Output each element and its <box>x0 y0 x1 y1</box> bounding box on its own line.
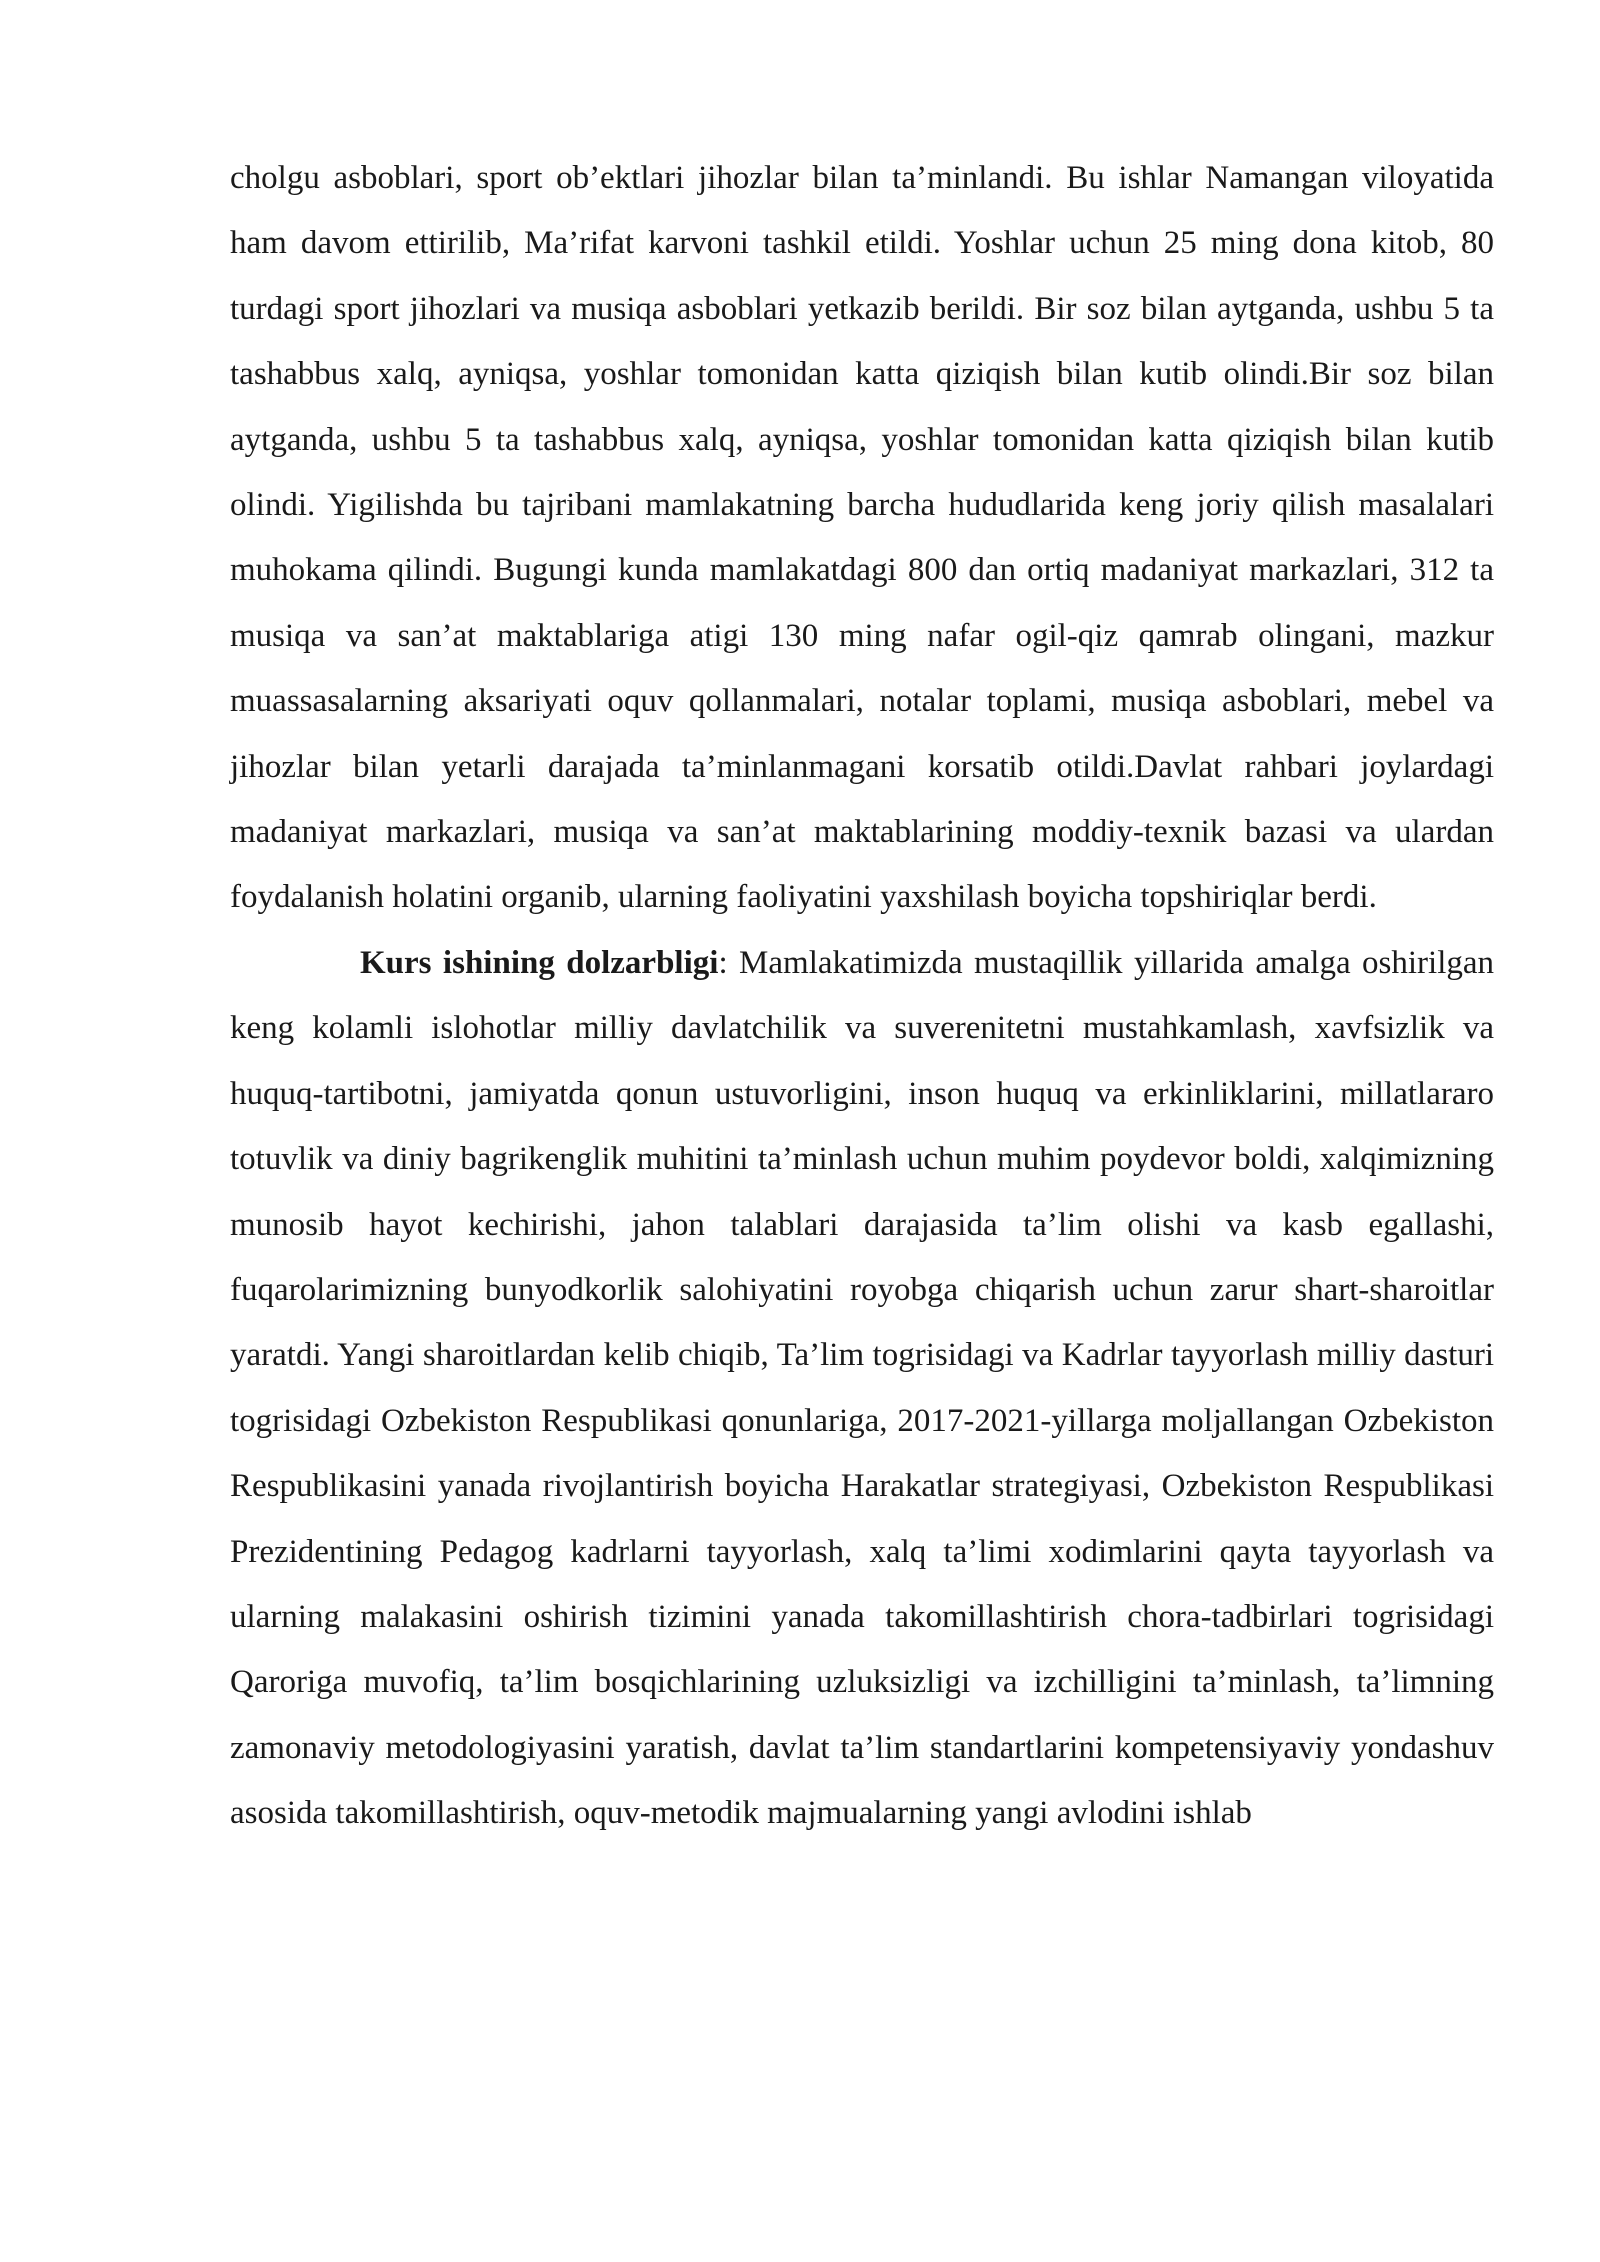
section-heading: Kurs ishining dolzarbligi <box>360 944 719 981</box>
paragraph-1 <box>230 146 1494 931</box>
paragraph-2 <box>230 931 1494 1847</box>
paragraph-2-text: Mamlakatimizda mustaqillik yillarida amalga oshirilgan keng kolamli islohotlar milliy davlatchilik va suverenitetni mustahkamlash, xavfsizlik va huquq-tartibotni, jamiyatda qonun ustuvorligini, inson huquq va erkinliklarini, millatlararo totuvlik va diniy bagrikenglik muhitini ta’minlash uchun muhim poydevor boldi, xalqimizning munosib hayot kechirishi, jahon talablari darajasida ta’lim olishi va kasb egallashi, fuqarolarimizning bunyodkorlik salohiyatini royobga chiqarish uchun zarur shart-sharoitlar yaratdi. Yangi sharoitlardan kelib chiqib, Ta’lim togrisidagi va Kadrlar tayyorlash milliy dasturi togrisidagi Ozbekiston Respublikasi qonunlariga, 2017-2021-yillarga moljallangan Ozbekiston Respublikasini yanada rivojlantirish boyicha Harakatlar strategiyasi, Ozbekiston Respublikasi Prezidentining Pedagog kadrlarni tayyorlash, xalq ta’limi xodimlarini qayta tayyorlash va ularning malakasini oshirish tizimini yanada takomillashtirish chora-tadbirlari togrisidagi Qaroriga muvofiq, ta’lim bosqichlarining uzluksizligi va izchilligini ta’minlash, ta’limning zamonaviy metodologiyasini yaratish, davlat ta’lim standartlarini kompetensiyaviy yondashuv asosida takomillashtirish, oquv-metodik majmualarning yangi avlodini ishlab <box>230 944 1495 1832</box>
heading-separator: : <box>718 944 740 981</box>
paragraph-1-text: cholgu asboblari, sport ob’ektlari jihozlar bilan ta’minlandi. Bu ishlar Namangan viloyatida ham davom ettirilib, Ma’rifat karvoni tashkil etildi. Yoshlar uchun 25 ming dona kitob, 80 turdagi sport jihozlari va musiqa asboblari yetkazib berildi. Bir soz bilan aytganda, ushbu 5 ta tashabbus xalq, ayniqsa, yoshlar tomonidan katta qiziqish bilan kutib olindi.Bir soz bilan aytganda, ushbu 5 ta tashabbus xalq, ayniqsa, yoshlar tomonidan katta qiziqish bilan kutib olindi. Yigilishda bu tajribani mamlakatning barcha hududlarida keng joriy qilish masalalari muhokama qilindi. Bugungi kunda mamlakatdagi 800 dan ortiq madaniyat markazlari, 312 ta musiqa va san’at maktablariga atigi 130 ming nafar ogil-qiz qamrab olingani, mazkur muassasalarning aksariyati oquv qollanmalari, notalar toplami, musiqa asboblari, mebel va jihozlar bilan yetarli darajada ta’minlanmagani korsatib otildi.Davlat rahbari joylardagi madaniyat markazlari, musiqa va san’at maktablarining moddiy-texnik bazasi va ulardan foydalanish holatini organib, ularning faoliyatini yaxshilash boyicha topshiriqlar berdi. <box>230 160 1494 916</box>
document-page <box>230 146 1494 1847</box>
